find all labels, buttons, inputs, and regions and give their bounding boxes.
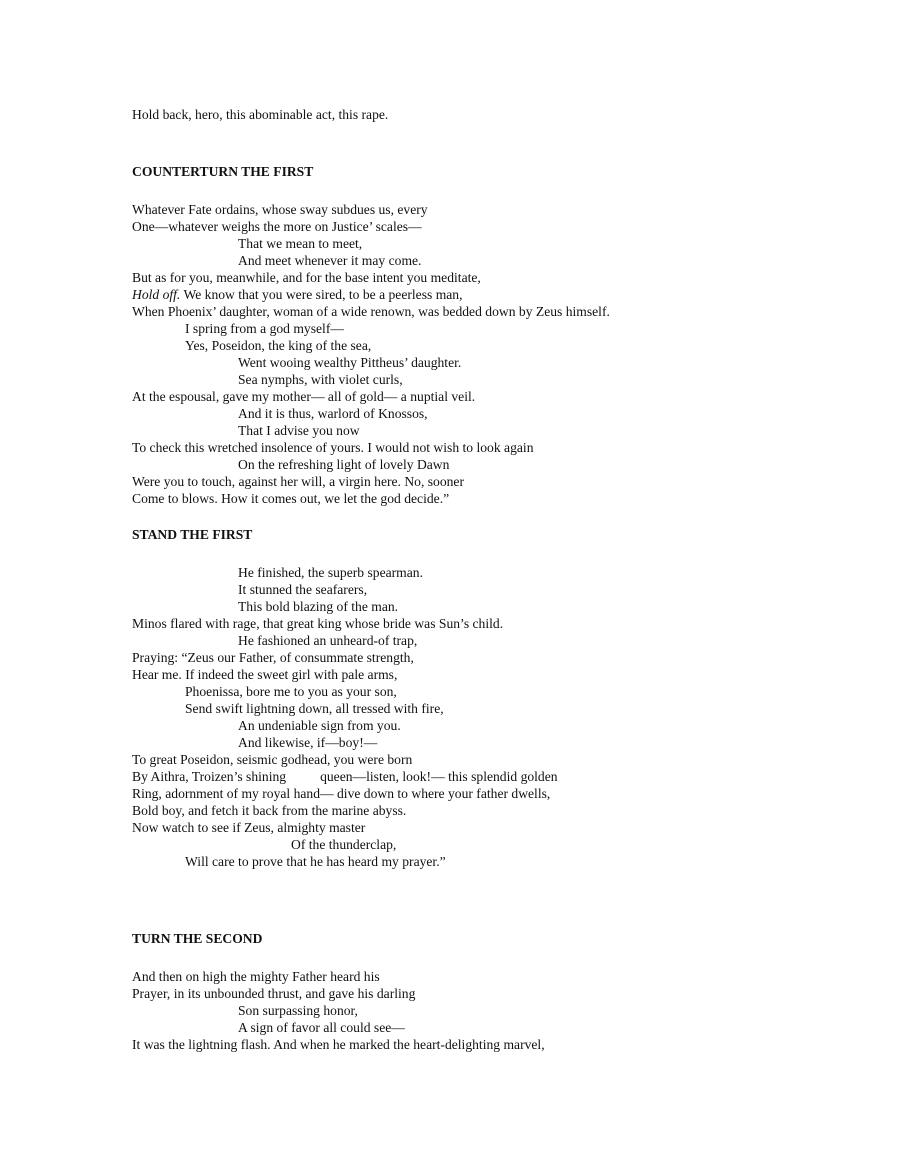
verse-line: To great Poseidon, seismic godhead, you were born (132, 752, 413, 767)
verse-line: Were you to touch, against her will, a virgin here. No, sooner (132, 474, 464, 489)
verse-line: And meet whenever it may come. (238, 253, 422, 268)
verse-line: At the espousal, gave my mother— all of gold— a nuptial veil. (132, 389, 476, 404)
verse-line: On the refreshing light of lovely Dawn (238, 457, 450, 472)
verse-line: Bold boy, and fetch it back from the marine abyss. (132, 803, 407, 818)
verse-line: And likewise, if—boy!— (238, 735, 378, 750)
verse-line: Hear me. If indeed the sweet girl with pale arms, (132, 667, 398, 682)
verse-line: Prayer, in its unbounded thrust, and gave his darling (132, 986, 416, 1001)
verse-line: It was the lightning flash. And when he marked the heart-delighting marvel, (132, 1037, 545, 1052)
verse-line: To check this wretched insolence of yours. I would not wish to look again (132, 440, 534, 455)
verse-line: One—whatever weighs the more on Justice’ scales— (132, 219, 422, 234)
opening-line: Hold back, hero, this abominable act, this rape. (132, 107, 389, 122)
section-heading-stand-first: STAND THE FIRST (132, 527, 253, 542)
verse-line: Yes, Poseidon, the king of the sea, (185, 338, 372, 353)
verse-line: Come to blows. How it comes out, we let the god decide.” (132, 491, 450, 506)
verse-line: Of the thunderclap, (291, 837, 397, 852)
verse-line-rest: We know that you were sired, to be a peerless man, (180, 287, 463, 302)
verse-line: It stunned the seafarers, (238, 582, 368, 597)
verse-line: Minos flared with rage, that great king whose bride was Sun’s child. (132, 616, 504, 631)
verse-line: This bold blazing of the man. (238, 599, 399, 614)
verse-line: Praying: “Zeus our Father, of consummate strength, (132, 650, 414, 665)
verse-line: That I advise you now (238, 423, 360, 438)
section-heading-counterturn-first: COUNTERTURN THE FIRST (132, 164, 314, 179)
verse-line: When Phoenix’ daughter, woman of a wide renown, was bedded down by Zeus himself. (132, 304, 610, 319)
verse-line: Now watch to see if Zeus, almighty master (132, 820, 366, 835)
verse-line: He fashioned an unheard-of trap, (238, 633, 418, 648)
verse-line: He finished, the superb spearman. (238, 565, 423, 580)
verse-line: Will care to prove that he has heard my prayer.” (185, 854, 446, 869)
verse-line: An undeniable sign from you. (238, 718, 401, 733)
verse-line: Went wooing wealthy Pittheus’ daughter. (238, 355, 462, 370)
verse-emphasis: Hold off. (132, 287, 181, 302)
verse-line: Phoenissa, bore me to you as your son, (185, 684, 397, 699)
verse-line: Ring, adornment of my royal hand— dive down to where your father dwells, (132, 786, 551, 801)
verse-line: Sea nymphs, with violet curls, (238, 372, 403, 387)
verse-line: A sign of favor all could see— (238, 1020, 405, 1035)
verse-line: And then on high the mighty Father heard his (132, 969, 380, 984)
verse-line: Send swift lightning down, all tressed with fire, (185, 701, 444, 716)
verse-line: That we mean to meet, (238, 236, 363, 251)
verse-line (132, 768, 558, 785)
verse-line: I spring from a god myself— (185, 321, 344, 336)
verse-line (132, 286, 463, 303)
verse-line: And it is thus, warlord of Knossos, (238, 406, 428, 421)
verse-line: Son surpassing honor, (238, 1003, 358, 1018)
section-heading-turn-second: TURN THE SECOND (132, 931, 263, 946)
verse-line: Whatever Fate ordains, whose sway subdues us, every (132, 202, 428, 217)
verse-line: But as for you, meanwhile, and for the base intent you meditate, (132, 270, 481, 285)
verse-line-part: queen—listen, look!— this splendid golden (320, 769, 558, 784)
verse-line-part: By Aithra, Troizen’s shining (132, 769, 287, 784)
